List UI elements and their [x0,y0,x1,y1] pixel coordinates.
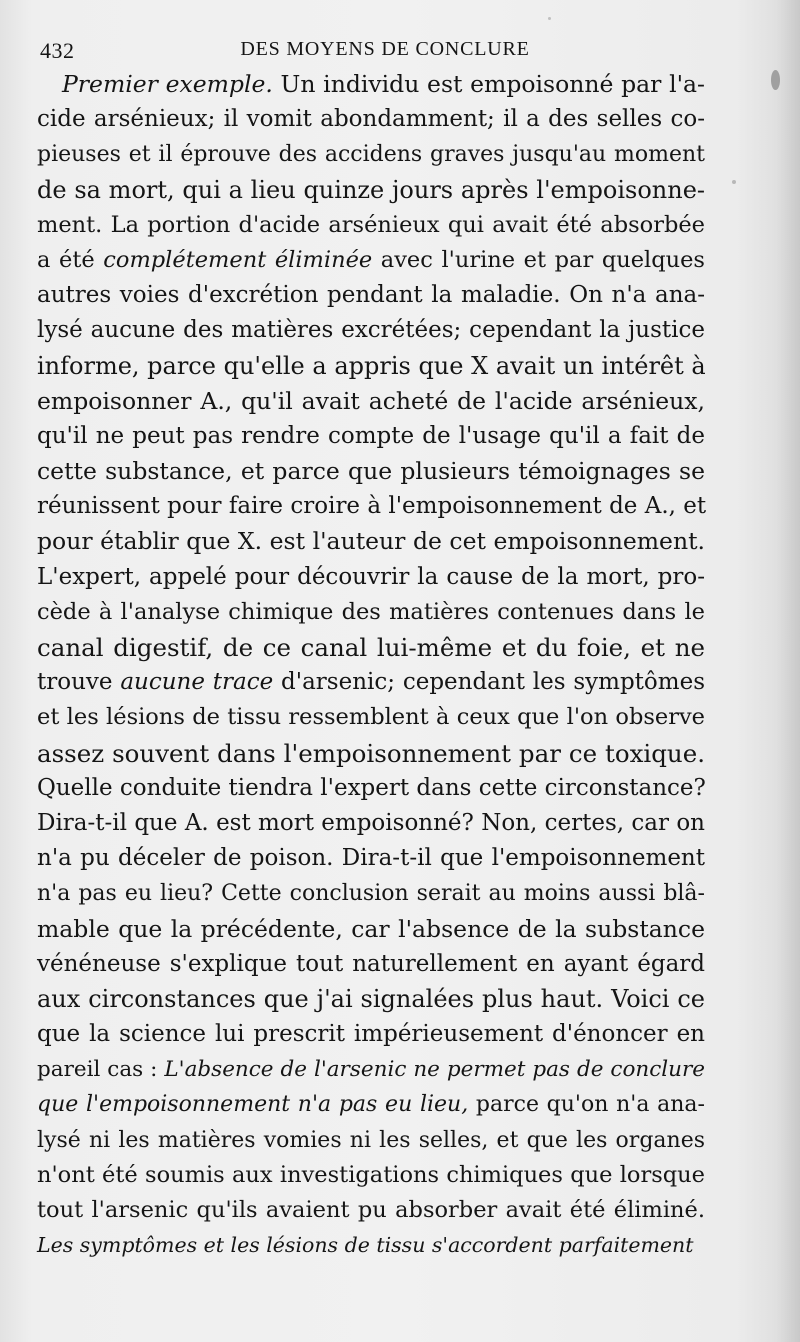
text-segment: réunissent pour faire croire à l'empoisonnement de A., et [37,493,707,520]
text-segment: L'expert, appelé pour découvrir la cause de la mort, pro- [37,563,705,590]
text-segment: assez souvent dans l'empoisonnement par ce toxique. [37,738,705,768]
text-line [37,137,705,172]
text-line [37,1017,705,1052]
text-line [37,173,705,208]
text-line [37,771,705,806]
text-line [37,1193,705,1228]
text-segment: n'a pas eu lieu? Cette conclusion serait au moins aussi blâ- [37,881,705,907]
text-segment: n'ont été soumis aux investigations chimiques que lorsque [37,1161,705,1188]
text-line [37,947,705,982]
text-line [37,454,705,489]
text-segment: et les lésions de tissu ressemblent à ceux que l'on observe [37,704,705,731]
text-line [37,102,705,137]
body-text [37,67,705,1263]
text-segment: Quelle conduite tiendra l'expert dans cette circonstance? [37,774,706,801]
page-header [40,38,730,68]
text-segment: avec l'urine et par quelques [372,246,705,273]
text-segment: cette substance, et parce que plusieurs témoignages se [37,457,705,486]
italic-text: complétement éliminée [103,246,373,273]
text-line [37,419,705,454]
text-segment: trouve [37,669,121,696]
text-segment: Dira-t-il que A. est mort empoisonné? Non, certes, car on [37,809,705,836]
italic-text: aucune trace [120,669,274,696]
text-segment: ment. La portion d'acide arsénieux qui avait été absorbée [37,211,705,238]
text-segment: parce qu'on n'a ana- [468,1092,705,1118]
ink-speck [548,17,551,20]
text-line [37,560,705,595]
text-segment: lysé aucune des matières excrétées; cependant la justice [37,317,705,344]
text-line [37,595,705,630]
italic-text: Premier exemple. [62,70,273,98]
text-segment: pieuses et il éprouve des accidens graves jusqu'au moment [37,142,705,168]
text-segment: aux circonstances que j'ai signalées plus haut. Voici ce [37,984,705,1013]
italic-text: Les symptômes et les lésions de tissu s'accordent parfaitement [37,1233,694,1258]
text-line [37,665,705,700]
text-line [37,208,705,243]
text-segment: mable que la précédente, car l'absence de la substance [37,914,705,943]
ink-speck [732,180,736,184]
text-line [37,524,705,559]
text-line [37,67,705,102]
text-segment: d'arsenic; cependant les symptômes [273,669,705,696]
text-line [37,700,705,735]
text-segment: que la science lui prescrit impérieusement d'énoncer en [37,1021,705,1048]
text-segment: informe, parce qu'elle a appris que X avait un intérêt à [37,351,706,380]
text-segment: pour établir que X. est l'auteur de cet empoisonnement. [37,527,705,556]
text-line [37,1228,705,1263]
ink-speck [771,70,780,90]
text-line [37,349,705,384]
text-segment: de sa mort, qui a lieu quinze jours après l'empoisonne- [37,175,705,204]
text-segment: tout l'arsenic qu'ils avaient pu absorber avait été éliminé. [37,1197,705,1223]
page-number: 432 [40,38,75,63]
text-segment: n'a pu déceler de poison. Dira-t-il que l'empoisonnement [37,845,705,872]
text-segment: lysé ni les matières vomies ni les selles, et que les organes [37,1127,705,1153]
text-line [37,630,705,665]
text-line [37,384,705,419]
text-line [37,278,705,313]
text-segment: a été [37,246,104,273]
text-segment: autres voies d'excrétion pendant la maladie. On n'a ana- [37,282,705,309]
text-line [37,806,705,841]
text-segment: pareil cas : [37,1057,165,1083]
text-segment: qu'il ne peut pas rendre compte de l'usage qu'il a fait de [37,422,705,449]
text-segment: canal digestif, de ce canal lui-même et du foie, et ne [37,633,705,662]
text-line [37,876,705,911]
text-line [37,313,705,348]
running-head: DES MOYENS DE CONCLURE [240,38,530,60]
text-segment: Un individu est empoisonné par l'a- [272,70,705,98]
text-line [37,1158,705,1193]
text-line [37,736,705,771]
text-line [37,243,705,278]
text-line [37,982,705,1017]
text-segment: vénéneuse s'explique tout naturellement en ayant égard [37,950,705,977]
text-line [37,489,705,524]
text-line [37,1087,705,1122]
text-segment: empoisonner A., qu'il avait acheté de l'acide arsénieux, [37,386,705,415]
text-segment: cide arsénieux; il vomit abondamment; il a des selles co- [37,106,705,133]
page-edge-shadow [776,0,800,1342]
italic-text: L'absence de l'arsenic ne permet pas de conclure [164,1057,705,1083]
text-line [37,912,705,947]
text-line [37,841,705,876]
text-line [37,1052,705,1087]
italic-text: que l'empoisonnement n'a pas eu lieu, [37,1092,469,1118]
text-line [37,1123,705,1158]
text-segment: cède à l'analyse chimique des matières contenues dans le [37,598,705,625]
